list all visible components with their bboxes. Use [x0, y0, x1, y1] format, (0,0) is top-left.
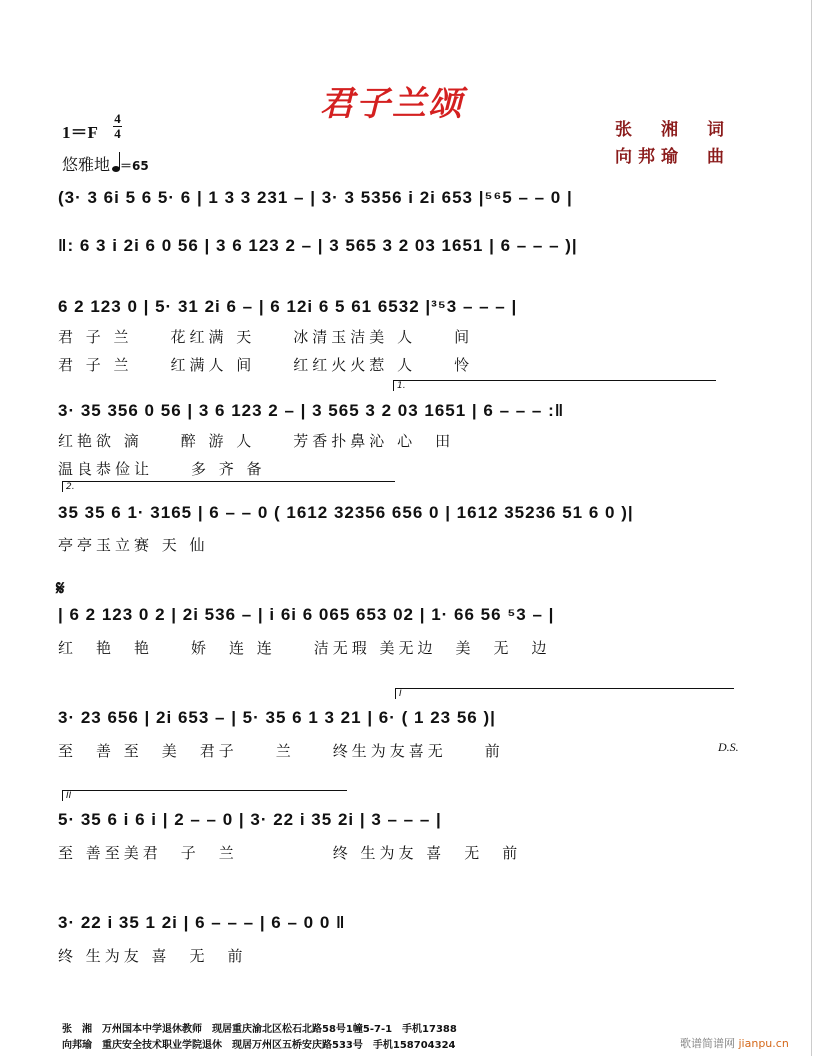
lyric-line-8: 至 善至美君 子 兰 终 生为友 喜 无 前 [58, 844, 522, 862]
site-watermark [680, 1035, 789, 1051]
tempo-marking [62, 152, 149, 175]
lyric-line-3-verse-2: 君 子 兰 红满人 间 红红火火惹 人 怜 [58, 356, 474, 374]
time-signature [113, 112, 122, 141]
segno-icon: 𝄋 [56, 576, 65, 600]
lyric-line-6: 红 艳 艳 娇 连 连 洁无瑕 美无边 美 无 边 [58, 639, 551, 657]
score-line-3: 6 2 123 0 | 5· 31 2i 6 – | 6 12i 6 5 61 6532 |³⁵3 – – – | [58, 297, 518, 316]
time-signature-bottom: 4 [114, 126, 121, 141]
tempo-text: 悠雅地 [62, 155, 111, 174]
quarter-note-icon [112, 166, 120, 172]
lyric-line-3-verse-1: 君 子 兰 花红满 天 冰清玉洁美 人 间 [58, 328, 474, 346]
page-border [811, 0, 812, 1056]
score-line-4: 3· 35 356 0 56 | 3 6 123 2 – | 3 565 3 2 03 1651 | 6 – – – :‖ [58, 401, 565, 420]
score-line-6: | 6 2 123 0 2 | 2i 536 – | i 6i 6 065 653 02 | 1· 66 56 ⁵3 – | [58, 605, 555, 624]
lyricist-credit: 张 湘 词 [615, 120, 730, 140]
watermark-domain: jianpu.cn [738, 1037, 789, 1050]
volta-bracket-II: II [62, 790, 347, 801]
lyric-line-9: 终 生为友 喜 无 前 [58, 947, 247, 965]
volta-bracket-1: 1. [393, 380, 716, 391]
dal-segno-marking: D.S. [718, 740, 739, 754]
volta-bracket-I: I [395, 688, 734, 699]
lyric-line-4-verse-1: 红艳欲 滴 醉 游 人 芳香扑鼻沁 心 田 [58, 432, 455, 450]
watermark-text: 歌谱简谱网 [680, 1037, 735, 1050]
footer-composer-info: 向邦瑜 重庆安全技术职业学院退休 现居万州区五桥安庆路533号 手机158704324 [62, 1040, 456, 1051]
score-line-2: ‖: 6 3 i 2i 6 0 56 | 3 6 123 2 – | 3 565 3 2 03 1651 | 6 – – – )| [58, 236, 578, 255]
song-title: 君子兰颂 [320, 84, 464, 124]
lyric-line-5: 亭亭玉立赛 天 仙 [58, 536, 209, 554]
score-line-1: (3· 3 6i 5 6 5· 6 | 1 3 3 231 – | 3· 3 5356 i 2i 653 |⁵⁶5 – – 0 | [58, 188, 573, 207]
time-signature-top: 4 [114, 111, 121, 126]
lyric-line-4-verse-2: 温良恭俭让 多 齐 备 [58, 460, 266, 478]
lyric-line-7: 至 善 至 美 君子 兰 终生为友喜无 前 [58, 742, 504, 760]
score-line-7: 3· 23 656 | 2i 653 – | 5· 35 6 1 3 21 | 6· ( 1 23 56 )| [58, 708, 496, 727]
composer-credit: 向邦瑜 曲 [615, 147, 730, 167]
volta-bracket-2: 2. [62, 481, 395, 492]
score-line-8: 5· 35 6 i 6 i | 2 – – 0 | 3· 22 i 35 2i | 3 – – – | [58, 810, 442, 829]
score-line-9: 3· 22 i 35 1 2i | 6 – – – | 6 – 0 0 ‖ [58, 913, 346, 932]
key-signature: 1＝F [62, 123, 98, 142]
score-line-5: 35 35 6 1· 3165 | 6 – – 0 ( 1612 32356 656 0 | 1612 35236 51 6 0 )| [58, 503, 634, 522]
tempo-bpm: ＝65 [120, 159, 149, 173]
footer-lyricist-info: 张 湘 万州国本中学退休教师 现居重庆渝北区松石北路58号1幢5-7-1 手机17388 [62, 1024, 457, 1035]
